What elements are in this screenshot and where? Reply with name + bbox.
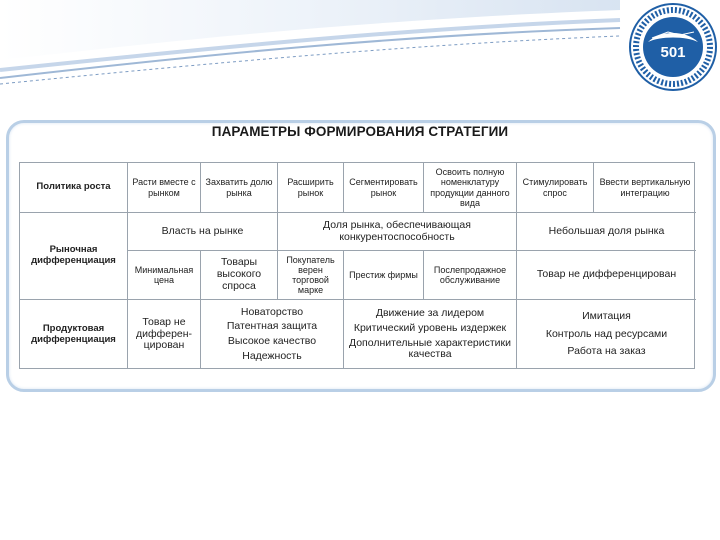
growth-item: Расширить рынок <box>278 163 344 213</box>
product-feature: Критический уровень издержек <box>353 321 507 334</box>
growth-item: Сегментировать рынок <box>344 163 424 213</box>
product-feature: Новаторство <box>240 305 304 318</box>
product-feature: Надежность <box>242 349 302 362</box>
product-feature: Работа на заказ <box>567 345 646 358</box>
product-feature: Движение за лидером <box>375 307 485 319</box>
university-logo <box>628 2 718 92</box>
product-feature: Контроль над ресурсами <box>545 327 668 340</box>
header-swoosh <box>0 0 720 110</box>
growth-item: Ввести вертикальную интеграцию <box>594 163 696 213</box>
product-feature: Высокое качество <box>227 335 317 347</box>
product-feature: Дополнительные характеристики качества <box>348 336 512 361</box>
product-cell-2 <box>201 300 344 369</box>
growth-item: Расти вместе с рынком <box>128 163 201 213</box>
growth-item: Захватить долю рынка <box>201 163 278 213</box>
product-cell-4 <box>517 300 696 369</box>
market-bottom-cell: Престиж фирмы <box>344 251 424 300</box>
product-cell-3 <box>344 300 517 369</box>
product-cell-1: Товар не дифферен-цирован <box>128 300 201 369</box>
page-title: ПАРАМЕТРЫ ФОРМИРОВАНИЯ СТРАТЕГИИ <box>211 124 509 139</box>
strategy-table <box>19 162 695 369</box>
market-bottom-cell: Послепродажное обслуживание <box>424 251 517 300</box>
product-feature: Имитация <box>582 309 631 322</box>
row-header-product: Продуктовая дифференциация <box>20 300 128 369</box>
row-header-growth: Политика роста <box>20 163 128 213</box>
market-bottom-cell: Товары высокого спроса <box>201 251 278 300</box>
market-bottom-cell: Товар не дифференцирован <box>517 251 696 300</box>
product-feature: Патентная защита <box>226 320 318 333</box>
logo-number: 501 <box>660 44 686 61</box>
row-header-market: Рыночная дифференциация <box>20 213 128 300</box>
growth-item: Освоить полную номенклатуру продукции данного вида <box>424 163 517 213</box>
market-bottom-cell: Покупатель верен торговой марке <box>278 251 344 300</box>
market-bottom-cell: Минимальная цена <box>128 251 201 300</box>
growth-item: Стимулировать спрос <box>517 163 594 213</box>
market-top-cell: Власть на рынке <box>128 213 278 251</box>
market-top-cell: Доля рынка, обеспечивающая конкурентоспособность <box>278 213 517 251</box>
market-top-cell: Небольшая доля рынка <box>517 213 696 251</box>
